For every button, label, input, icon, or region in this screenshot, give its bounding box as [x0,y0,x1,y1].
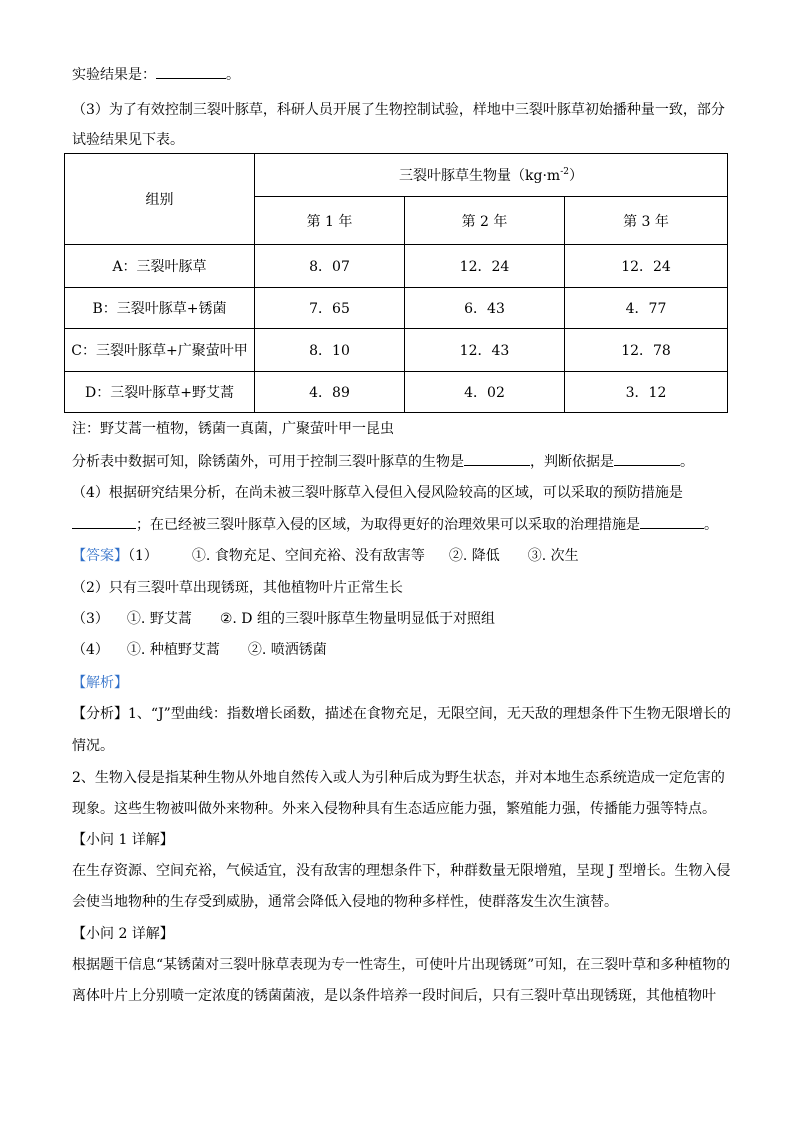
question-3-line-1: （3）为了有效控制三裂叶豚草，科研人员开展了生物控制试验，样地中三裂叶豚草初始播种量一致，部分 [72,102,725,118]
group-cell: A：三裂叶豚草 [65,245,255,288]
value-cell: 4．89 [255,372,405,413]
subquestion-1-detail-1: 在生存资源、空间充裕，气候适宜，没有敌害的理想条件下，种群数量无限增殖，呈现 J 型增长。生物入侵 [72,863,731,879]
analysis-p2-line-1: 2、生物入侵是指某种生物从外地自然传入或人为引种后成为野生状态，并对本地生态系统造成一定危害的 [72,770,725,786]
subquestion-1-detail-2: 会使当地物种的生存受到威胁，通常会降低入侵地的物种多样性，使群落发生次生演替。 [72,894,618,910]
subquestion-1-heading: 【小问 1 详解】 [72,832,174,848]
answer-blank [156,64,226,79]
analysis-label: 【解析】 [72,675,128,691]
value-cell: 3．12 [565,372,728,413]
group-cell: B：三裂叶豚草+锈菌 [65,288,255,329]
text: 。 [704,517,718,533]
value-cell: 7．65 [255,288,405,329]
biomass-table [64,153,728,413]
value-cell: 8．10 [255,329,405,372]
text: ①. 食物充足、空间充裕、没有敌害等 [191,548,425,564]
year-header: 第 3 年 [565,197,728,245]
text: （1） [128,548,158,564]
answer-1 [72,546,732,566]
question-4-line-1: （4）根据研究结果分析，在尚未被三裂叶豚草入侵但入侵风险较高的区域，可以采取的预防措施是 [72,485,683,501]
text: ③. 次生 [527,548,579,564]
analysis-p1-line-2: 情况。 [72,738,114,754]
year-header: 第 1 年 [255,197,405,245]
experiment-result-line [72,64,732,85]
text: ①. 野艾蒿 [126,611,192,627]
text: ②. D 组的三裂叶豚草生物量明显低于对照组 [219,611,495,627]
answer-blank [640,514,704,529]
answer-label: 【答案】 [72,548,128,564]
analysis-p2-line-2: 现象。这些生物被叫做外来物种。外来入侵物种具有生态适应能力强，繁殖能力强，传播能力强等特点。 [72,801,716,817]
value-cell: 6．43 [405,288,565,329]
question-3-line-2: 试验结果见下表。 [72,132,184,148]
question-4-line-2 [72,514,732,535]
table-row [65,329,728,372]
text: 。 [226,67,240,83]
answer-blank [614,451,680,466]
group-cell: D：三裂叶豚草+野艾蒿 [65,372,255,413]
text: 。 [680,454,694,470]
text: 分析表中数据可知，除锈菌外，可用于控制三裂叶豚草的生物是 [72,454,464,470]
value-cell: 12．24 [405,245,565,288]
value-cell: 12．78 [565,329,728,372]
value-cell: 8．07 [255,245,405,288]
value-cell: 12．43 [405,329,565,372]
answer-blank [72,514,136,529]
text: 实验结果是： [72,67,156,83]
value-cell: 4．02 [405,372,565,413]
answer-blank [464,451,530,466]
value-cell: 4．77 [565,288,728,329]
answer-3 [72,609,732,629]
subquestion-2-detail-1: 根据题干信息“某锈菌对三裂叶脉草表现为专一性寄生，可使叶片出现锈斑”可知，在三裂叶草和多种植物的 [72,957,731,973]
text: ；在已经被三裂叶豚草入侵的区域，为取得更好的治理效果可以采取的治理措施是 [136,517,640,533]
answer-4 [72,640,732,660]
text: （3） [72,611,109,627]
table-note: 注：野艾蒿一植物，锈菌一真菌，广聚萤叶甲一昆虫 [72,421,394,437]
table-row [65,245,728,288]
group-cell: C：三裂叶豚草+广聚萤叶甲 [65,329,255,372]
text: ，判断依据是 [530,454,614,470]
value-cell: 12．24 [565,245,728,288]
subquestion-2-heading: 【小问 2 详解】 [72,926,174,942]
subquestion-2-detail-2: 离体叶片上分别喷一定浓度的锈菌菌液，是以条件培养一段时间后，只有三裂叶草出现锈斑，其他植物叶 [72,988,716,1004]
table-row [65,288,728,329]
question-3-analysis [72,451,732,472]
biomass-header [255,154,728,197]
year-header: 第 2 年 [405,197,565,245]
text: ①. 种植野艾蒿 [126,642,220,658]
text: ②. 降低 [448,548,500,564]
analysis-p1-line-1: 【分析】1、“J”型曲线：指数增长函数，描述在食物充足，无限空间，无天敌的理想条件下生物无限增长的 [72,706,731,722]
text: （4） [72,642,109,658]
table-row [65,372,728,413]
answer-2: （2）只有三裂叶草出现锈斑，其他植物叶片正常生长 [72,580,403,596]
group-header: 组别 [65,154,255,245]
text: ②. 喷洒锈菌 [247,642,327,658]
text: 三裂叶豚草生物量（kg·m [399,168,561,184]
superscript: -2 [560,167,569,177]
text: ） [568,168,583,184]
